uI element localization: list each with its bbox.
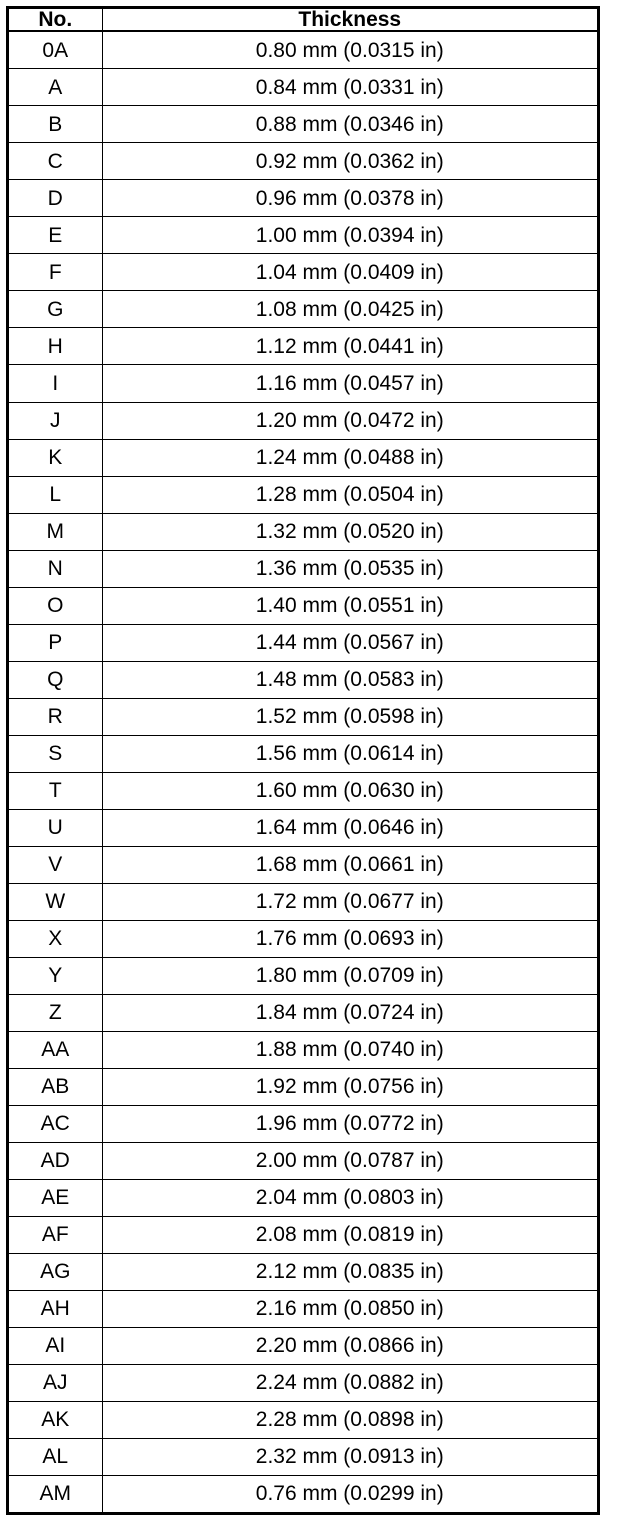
cell-thickness: 1.88 mm (0.0740 in) (102, 1031, 597, 1068)
cell-thickness: 2.20 mm (0.0866 in) (102, 1327, 597, 1364)
cell-no: R (9, 698, 102, 735)
cell-no: G (9, 291, 102, 328)
cell-no: AA (9, 1031, 102, 1068)
table-row (9, 439, 597, 476)
cell-no: X (9, 920, 102, 957)
cell-no: AK (9, 1401, 102, 1438)
cell-no: U (9, 809, 102, 846)
cell-no: AJ (9, 1364, 102, 1401)
cell-no: AD (9, 1142, 102, 1179)
cell-no: C (9, 143, 102, 180)
cell-thickness: 1.04 mm (0.0409 in) (102, 254, 597, 291)
table-row (9, 735, 597, 772)
cell-no: S (9, 735, 102, 772)
table-row (9, 1179, 597, 1216)
table-row (9, 698, 597, 735)
cell-no: O (9, 587, 102, 624)
cell-thickness: 0.92 mm (0.0362 in) (102, 143, 597, 180)
cell-no: AM (9, 1475, 102, 1512)
cell-thickness: 2.32 mm (0.0913 in) (102, 1438, 597, 1475)
table-row (9, 920, 597, 957)
cell-no: AG (9, 1253, 102, 1290)
cell-thickness: 1.64 mm (0.0646 in) (102, 809, 597, 846)
table-row (9, 402, 597, 439)
cell-no: K (9, 439, 102, 476)
thickness-table-frame (6, 6, 600, 1515)
table-row (9, 1438, 597, 1475)
cell-thickness: 0.76 mm (0.0299 in) (102, 1475, 597, 1512)
column-header-no: No. (9, 9, 102, 31)
thickness-table (9, 9, 597, 1512)
cell-thickness: 0.88 mm (0.0346 in) (102, 106, 597, 143)
table-row (9, 1105, 597, 1142)
table-row (9, 1475, 597, 1512)
cell-thickness: 1.08 mm (0.0425 in) (102, 291, 597, 328)
cell-thickness: 1.92 mm (0.0756 in) (102, 1068, 597, 1105)
cell-thickness: 2.00 mm (0.0787 in) (102, 1142, 597, 1179)
table-row (9, 1253, 597, 1290)
cell-no: Y (9, 957, 102, 994)
cell-no: AE (9, 1179, 102, 1216)
cell-no: D (9, 180, 102, 217)
cell-thickness: 1.44 mm (0.0567 in) (102, 624, 597, 661)
table-row (9, 1031, 597, 1068)
cell-thickness: 1.24 mm (0.0488 in) (102, 439, 597, 476)
cell-thickness: 2.24 mm (0.0882 in) (102, 1364, 597, 1401)
cell-no: P (9, 624, 102, 661)
table-row (9, 1364, 597, 1401)
table-row (9, 994, 597, 1031)
cell-thickness: 1.40 mm (0.0551 in) (102, 587, 597, 624)
cell-thickness: 1.28 mm (0.0504 in) (102, 476, 597, 513)
cell-thickness: 2.28 mm (0.0898 in) (102, 1401, 597, 1438)
cell-no: N (9, 550, 102, 587)
table-row (9, 587, 597, 624)
cell-no: L (9, 476, 102, 513)
table-row (9, 1327, 597, 1364)
table-row (9, 291, 597, 328)
cell-no: AC (9, 1105, 102, 1142)
cell-thickness: 1.56 mm (0.0614 in) (102, 735, 597, 772)
cell-no: H (9, 328, 102, 365)
table-body (9, 31, 597, 1512)
cell-no: A (9, 69, 102, 106)
cell-thickness: 0.80 mm (0.0315 in) (102, 31, 597, 69)
cell-thickness: 1.32 mm (0.0520 in) (102, 513, 597, 550)
cell-no: I (9, 365, 102, 402)
cell-thickness: 2.08 mm (0.0819 in) (102, 1216, 597, 1253)
cell-no: W (9, 883, 102, 920)
cell-no: AL (9, 1438, 102, 1475)
table-row (9, 365, 597, 402)
cell-thickness: 0.96 mm (0.0378 in) (102, 180, 597, 217)
cell-no: F (9, 254, 102, 291)
cell-no: V (9, 846, 102, 883)
cell-thickness: 1.00 mm (0.0394 in) (102, 217, 597, 254)
cell-thickness: 1.96 mm (0.0772 in) (102, 1105, 597, 1142)
table-row (9, 1068, 597, 1105)
cell-no: J (9, 402, 102, 439)
cell-thickness: 1.16 mm (0.0457 in) (102, 365, 597, 402)
column-header-thickness: Thickness (102, 9, 597, 31)
cell-no: M (9, 513, 102, 550)
table-header-row (9, 9, 597, 31)
cell-thickness: 1.12 mm (0.0441 in) (102, 328, 597, 365)
cell-no: AF (9, 1216, 102, 1253)
cell-thickness: 0.84 mm (0.0331 in) (102, 69, 597, 106)
cell-thickness: 1.48 mm (0.0583 in) (102, 661, 597, 698)
cell-no: E (9, 217, 102, 254)
table-row (9, 513, 597, 550)
cell-thickness: 1.76 mm (0.0693 in) (102, 920, 597, 957)
table-row (9, 550, 597, 587)
table-row (9, 772, 597, 809)
cell-thickness: 2.12 mm (0.0835 in) (102, 1253, 597, 1290)
table-row (9, 328, 597, 365)
table-row (9, 624, 597, 661)
table-row (9, 476, 597, 513)
table-row (9, 661, 597, 698)
cell-thickness: 1.52 mm (0.0598 in) (102, 698, 597, 735)
cell-thickness: 1.20 mm (0.0472 in) (102, 402, 597, 439)
cell-no: B (9, 106, 102, 143)
table-row (9, 31, 597, 69)
cell-thickness: 1.36 mm (0.0535 in) (102, 550, 597, 587)
cell-no: AB (9, 1068, 102, 1105)
cell-thickness: 1.84 mm (0.0724 in) (102, 994, 597, 1031)
table-row (9, 809, 597, 846)
table-row (9, 957, 597, 994)
table-row (9, 1142, 597, 1179)
cell-thickness: 1.68 mm (0.0661 in) (102, 846, 597, 883)
cell-thickness: 2.04 mm (0.0803 in) (102, 1179, 597, 1216)
cell-no: AI (9, 1327, 102, 1364)
table-row (9, 1290, 597, 1327)
cell-no: Q (9, 661, 102, 698)
table-row (9, 883, 597, 920)
table-row (9, 1401, 597, 1438)
cell-thickness: 2.16 mm (0.0850 in) (102, 1290, 597, 1327)
table-row (9, 69, 597, 106)
table-row (9, 143, 597, 180)
table-row (9, 217, 597, 254)
table-row (9, 254, 597, 291)
cell-thickness: 1.80 mm (0.0709 in) (102, 957, 597, 994)
cell-thickness: 1.60 mm (0.0630 in) (102, 772, 597, 809)
cell-no: 0A (9, 31, 102, 69)
table-row (9, 846, 597, 883)
cell-thickness: 1.72 mm (0.0677 in) (102, 883, 597, 920)
table-row (9, 106, 597, 143)
cell-no: AH (9, 1290, 102, 1327)
cell-no: T (9, 772, 102, 809)
table-row (9, 180, 597, 217)
cell-no: Z (9, 994, 102, 1031)
table-row (9, 1216, 597, 1253)
